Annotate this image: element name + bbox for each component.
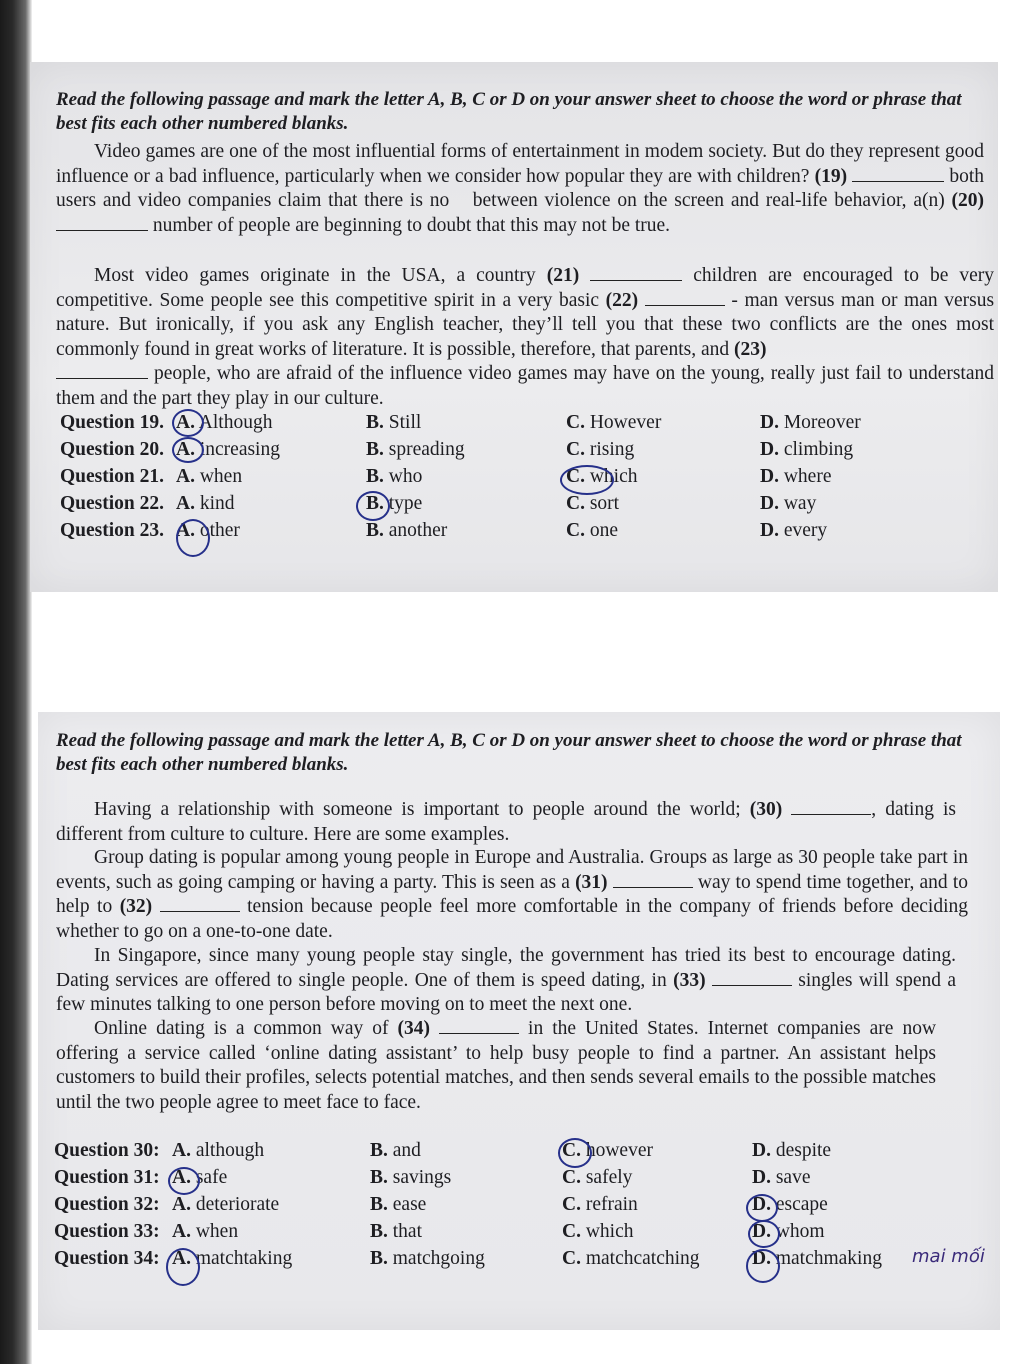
option-b[interactable]: B. and bbox=[370, 1140, 421, 1161]
option-c[interactable]: C. one bbox=[566, 520, 618, 541]
option-b[interactable]: B. spreading bbox=[366, 439, 465, 460]
option-d[interactable]: D. whom bbox=[752, 1221, 825, 1242]
answer-circle-q19 bbox=[172, 409, 204, 437]
answer-circle-q33 bbox=[748, 1220, 780, 1248]
section2-paragraph-3: In Singapore, since many young people stay single, the government has tried its best to encourage dating. Dating services are offered to single people. One of them is speed dating, in (33) singles will spend a few minutes talking to one person before moving on to meet the next one. bbox=[56, 945, 957, 1015]
answer-circle-q21 bbox=[560, 465, 614, 495]
option-c[interactable]: C. which bbox=[566, 466, 638, 487]
section2-paragraph-1: Having a relationship with someone is important to people around the world; (30) , dating is different from culture to culture. Here are some examples. bbox=[56, 799, 957, 845]
answer-circle-q23 bbox=[176, 519, 210, 557]
page-gap bbox=[32, 592, 1024, 712]
section2-paragraph-4: Online dating is a common way of (34) in the United States. Internet companies are now offering a service called ‘online dating assistant’ to help busy people to find a partner. An assistant helps customers to build their profiles, selects potential matches, and then sends several emails to the possible matches until the two people agree to meet face to face. bbox=[56, 1018, 937, 1113]
worksheet-section-1 bbox=[30, 62, 998, 592]
option-b[interactable]: B. Still bbox=[366, 412, 422, 433]
option-d[interactable]: D. escape bbox=[752, 1194, 828, 1215]
option-b[interactable]: B. another bbox=[366, 520, 448, 541]
answer-circle-q32 bbox=[746, 1194, 778, 1222]
question-row: Question 22. A. kind B. type C. sort D. way bbox=[60, 493, 817, 514]
option-b[interactable]: B. matchgoing bbox=[370, 1248, 485, 1269]
question-row: Question 21. A. when B. who C. which D. where bbox=[60, 466, 832, 487]
option-a[interactable]: A. when bbox=[176, 466, 243, 487]
answer-circle-q22 bbox=[356, 491, 390, 521]
section1-paragraph-2: Most video games originate in the USA, a country (21) children are encouraged to be very competitive. Some people see this competitive spirit in a very basic (22) - man versus man or man versus nature. But ironically, if you ask any English teacher, they’ll tell you that these two conflicts are the ones most commonly found in great works of literature. It is possible, therefore, that parents, and (23) people, who are afraid of the influence video games may have on the young, really just fail to understand them and the part they play in our culture. bbox=[56, 265, 995, 409]
option-a[interactable]: A. deteriorate bbox=[172, 1194, 280, 1215]
option-c[interactable]: C. however bbox=[562, 1140, 653, 1161]
option-c[interactable]: C. rising bbox=[566, 439, 635, 460]
answer-circle-q34 bbox=[166, 1248, 200, 1286]
option-c[interactable]: C. refrain bbox=[562, 1194, 638, 1215]
question-row: Question 31: A. safe B. savings C. safely D. save bbox=[54, 1167, 811, 1188]
option-a[interactable]: A. when bbox=[172, 1221, 239, 1242]
section1-instruction: Read the following passage and mark the letter A, B, C or D on your answer sheet to choose the word or phrase that best fits each other numbered blanks. bbox=[56, 89, 962, 134]
section1-paragraph-1: Video games are one of the most influential forms of entertainment in modem society. But do they represent good influence or a bad influence, particularly when we consider how popular they are with children? (19) both users and video companies claim that there is no between violence on the screen and real-life behavior, a(n) (20) number of people are beginning to doubt that this may not be true. bbox=[56, 141, 985, 236]
option-d[interactable]: D. matchmaking bbox=[752, 1248, 882, 1269]
option-c[interactable]: C. sort bbox=[566, 493, 620, 514]
option-d[interactable]: D. despite bbox=[752, 1140, 832, 1161]
worksheet-section-2 bbox=[38, 712, 1000, 1330]
option-b[interactable]: B. that bbox=[370, 1221, 423, 1242]
option-d[interactable]: D. climbing bbox=[760, 439, 854, 460]
photo-dark-edge bbox=[0, 0, 32, 1364]
option-d[interactable]: D. where bbox=[760, 466, 832, 487]
answer-circle-q30 bbox=[558, 1138, 592, 1168]
option-a[interactable]: A. safe bbox=[172, 1167, 228, 1188]
answer-circle-q34-d bbox=[746, 1249, 780, 1283]
option-a[interactable]: A. increasing bbox=[176, 439, 280, 460]
answer-circle-q31 bbox=[168, 1167, 200, 1195]
question-row: Question 30: A. although B. and C. however D. despite bbox=[54, 1140, 832, 1161]
handwritten-note: mai mối bbox=[912, 1246, 985, 1267]
question-row: Question 23. A. other B. another C. one D. every bbox=[60, 520, 828, 541]
question-row: Question 34: A. matchtaking B. matchgoing C. matchcatching D. matchmaking bbox=[54, 1248, 882, 1269]
option-b[interactable]: B. type bbox=[366, 493, 423, 514]
option-b[interactable]: B. savings bbox=[370, 1167, 452, 1188]
question-row: Question 33: A. when B. that C. which D. whom bbox=[54, 1221, 825, 1242]
option-c[interactable]: C. matchcatching bbox=[562, 1248, 700, 1269]
section2-paragraph-2: Group dating is popular among young people in Europe and Australia. Groups as large as 30 people take part in events, such as going camping or having a party. This is seen as a (31) way to spend time together, and to help to (32) tension because people feel more comfortable in the company of friends before deciding whether to go on a one-to-one date. bbox=[56, 847, 969, 942]
option-b[interactable]: B. who bbox=[366, 466, 423, 487]
option-a[interactable]: A. matchtaking bbox=[172, 1248, 293, 1269]
option-c[interactable]: C. which bbox=[562, 1221, 634, 1242]
option-d[interactable]: D. save bbox=[752, 1167, 811, 1188]
option-a[interactable]: A. kind bbox=[176, 493, 235, 514]
option-c[interactable]: C. However bbox=[566, 412, 662, 433]
option-a[interactable]: A. other bbox=[176, 520, 240, 541]
answer-circle-q20 bbox=[172, 437, 204, 463]
option-d[interactable]: D. Moreover bbox=[760, 412, 861, 433]
section2-instruction: Read the following passage and mark the letter A, B, C or D on your answer sheet to choose the word or phrase that best fits each other numbered blanks. bbox=[56, 730, 962, 775]
option-d[interactable]: D. every bbox=[760, 520, 828, 541]
question-row: Question 20. A. increasing B. spreading C. rising D. climbing bbox=[60, 439, 854, 460]
option-a[interactable]: A. Although bbox=[176, 412, 273, 433]
question-row: Question 19. A. Although B. Still C. However D. Moreover bbox=[60, 412, 861, 433]
question-row: Question 32: A. deteriorate B. ease C. refrain D. escape bbox=[54, 1194, 828, 1215]
option-d[interactable]: D. way bbox=[760, 493, 817, 514]
option-c[interactable]: C. safely bbox=[562, 1167, 633, 1188]
option-b[interactable]: B. ease bbox=[370, 1194, 427, 1215]
option-a[interactable]: A. although bbox=[172, 1140, 265, 1161]
